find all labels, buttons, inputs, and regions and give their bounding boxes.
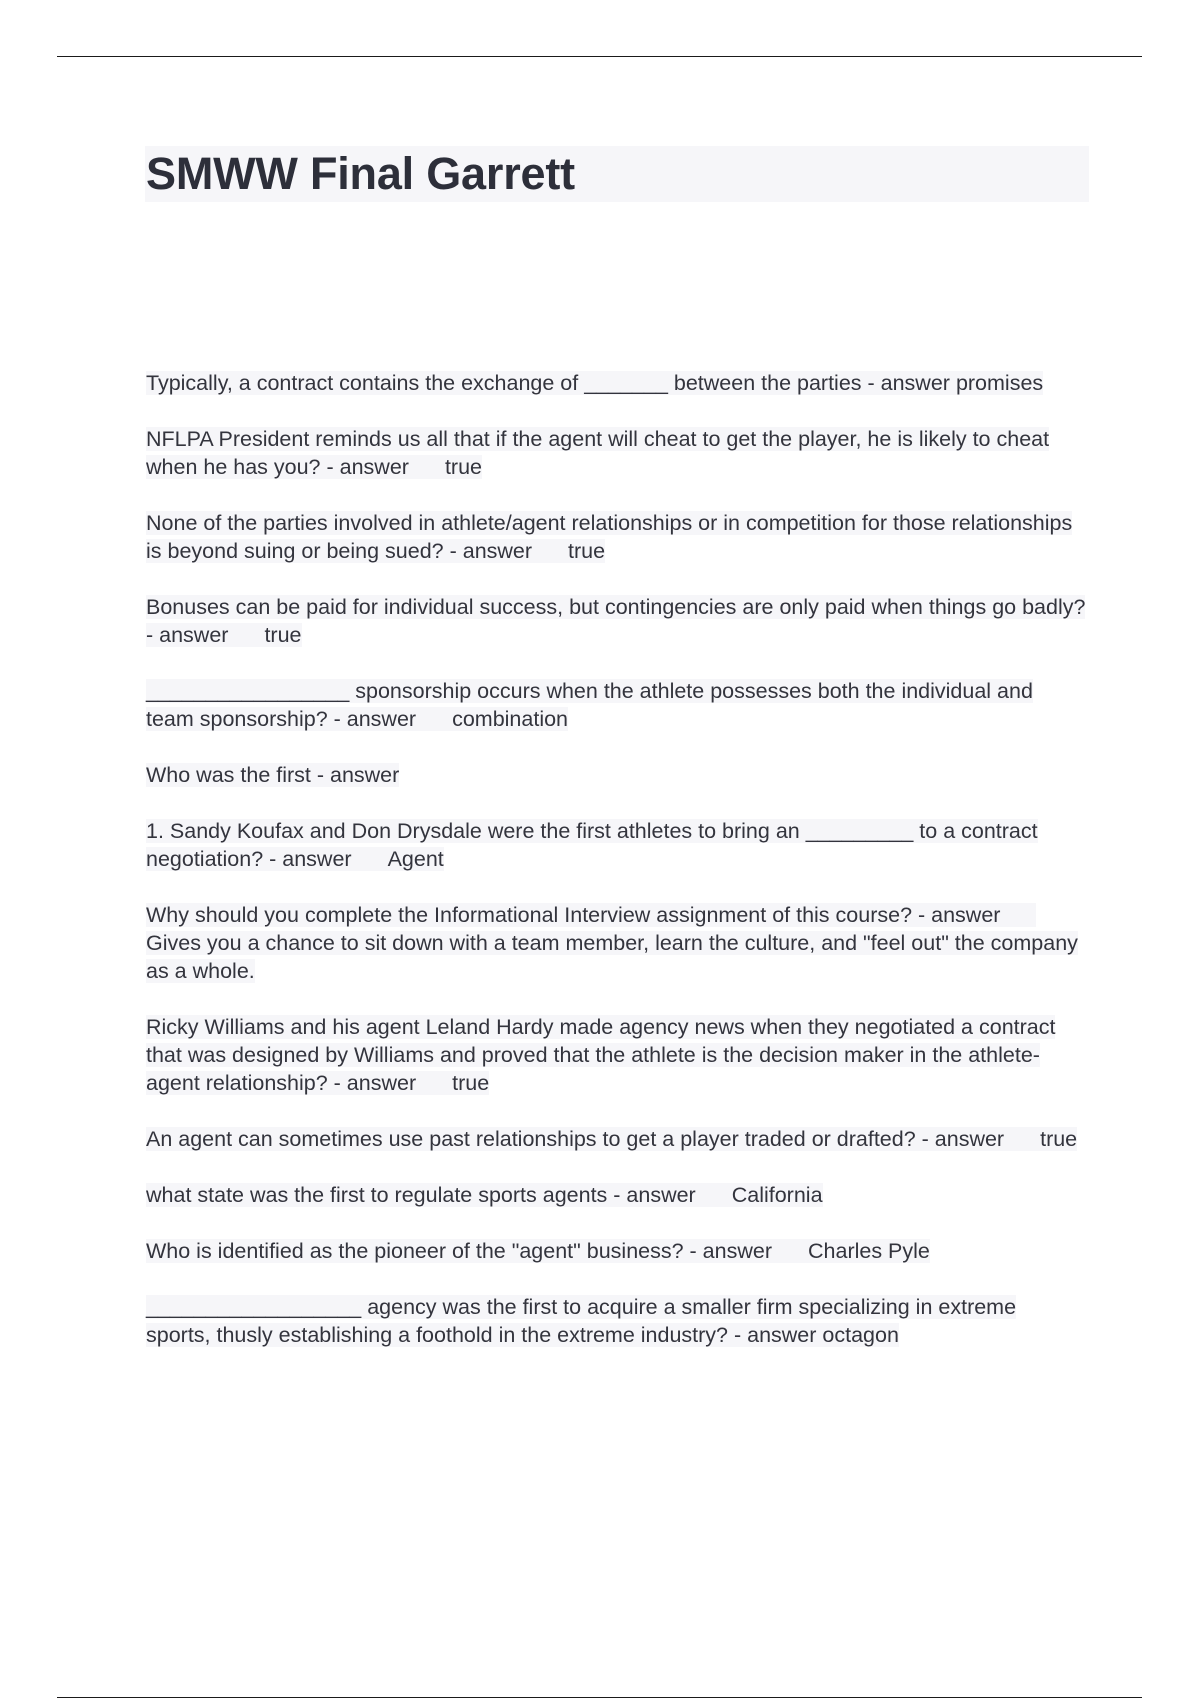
qa-item: [146, 369, 1086, 397]
qa-item: [146, 1013, 1086, 1097]
question-text: None of the parties involved in athlete/agent relationships or in competition for those relationships is beyond suing or being sued? - answer: [146, 511, 1073, 563]
qa-item: [146, 593, 1086, 649]
question-text: Bonuses can be paid for individual success, but contingencies are only paid when things go badly? - answer: [146, 595, 1086, 647]
answer-text: Gives you a chance to sit down with a team member, learn the culture, and "feel out" the company as a whole.: [146, 931, 1078, 983]
answer-text: true: [1040, 1127, 1078, 1151]
answer-text: Charles Pyle: [808, 1239, 930, 1263]
bottom-rule: [57, 1697, 1142, 1698]
question-text: An agent can sometimes use past relationships to get a player traded or drafted? - answer: [146, 1127, 1005, 1151]
question-text: Ricky Williams and his agent Leland Hardy made agency news when they negotiated a contract that was designed by Williams and proved that the athlete is the decision maker in the athlete-agent relationship? - answer: [146, 1015, 1056, 1095]
qa-item: [146, 1125, 1086, 1153]
qa-item: [146, 1181, 1086, 1209]
question-text: _________________ sponsorship occurs when the athlete possesses both the individual and team sponsorship? - answer: [146, 679, 1033, 731]
question-text: __________________ agency was the first to acquire a smaller firm specializing in extreme sports, thusly establishing a foothold in the extreme industry? - answer: [146, 1295, 1017, 1347]
qa-item: [146, 1293, 1086, 1349]
qa-list: [146, 369, 1086, 1377]
question-text: Typically, a contract contains the exchange of _______ between the parties - answer: [146, 371, 950, 395]
question-text: Who is identified as the pioneer of the "agent" business? - answer: [146, 1239, 772, 1263]
qa-item: [146, 1237, 1086, 1265]
answer-text: Agent: [387, 847, 444, 871]
answer-text: promises: [955, 371, 1044, 395]
document-title: SMWW Final Garrett: [146, 148, 575, 199]
answer-text: octagon: [822, 1323, 899, 1347]
answer-text: true: [444, 455, 482, 479]
qa-item: [146, 677, 1086, 733]
answer-text: combination: [452, 707, 569, 731]
question-text: what state was the first to regulate sports agents - answer: [146, 1183, 696, 1207]
qa-item: [146, 761, 1086, 789]
qa-item: [146, 425, 1086, 481]
question-text: NFLPA President reminds us all that if the agent will cheat to get the player, he is likely to cheat when he has you? - answer: [146, 427, 1050, 479]
answer-text: California: [731, 1183, 823, 1207]
top-rule: [57, 56, 1142, 57]
answer-text: true: [452, 1071, 490, 1095]
answer-text: true: [264, 623, 302, 647]
question-text: Who was the first - answer: [146, 763, 400, 787]
question-text: 1. Sandy Koufax and Don Drysdale were the first athletes to bring an _________ to a contract negotiation? - answer: [146, 819, 1038, 871]
qa-item: [146, 817, 1086, 873]
question-text: Why should you complete the Informational Interview assignment of this course? - answer: [146, 903, 1001, 927]
answer-text: true: [568, 539, 606, 563]
qa-item: [146, 509, 1086, 565]
qa-item: [146, 901, 1086, 985]
